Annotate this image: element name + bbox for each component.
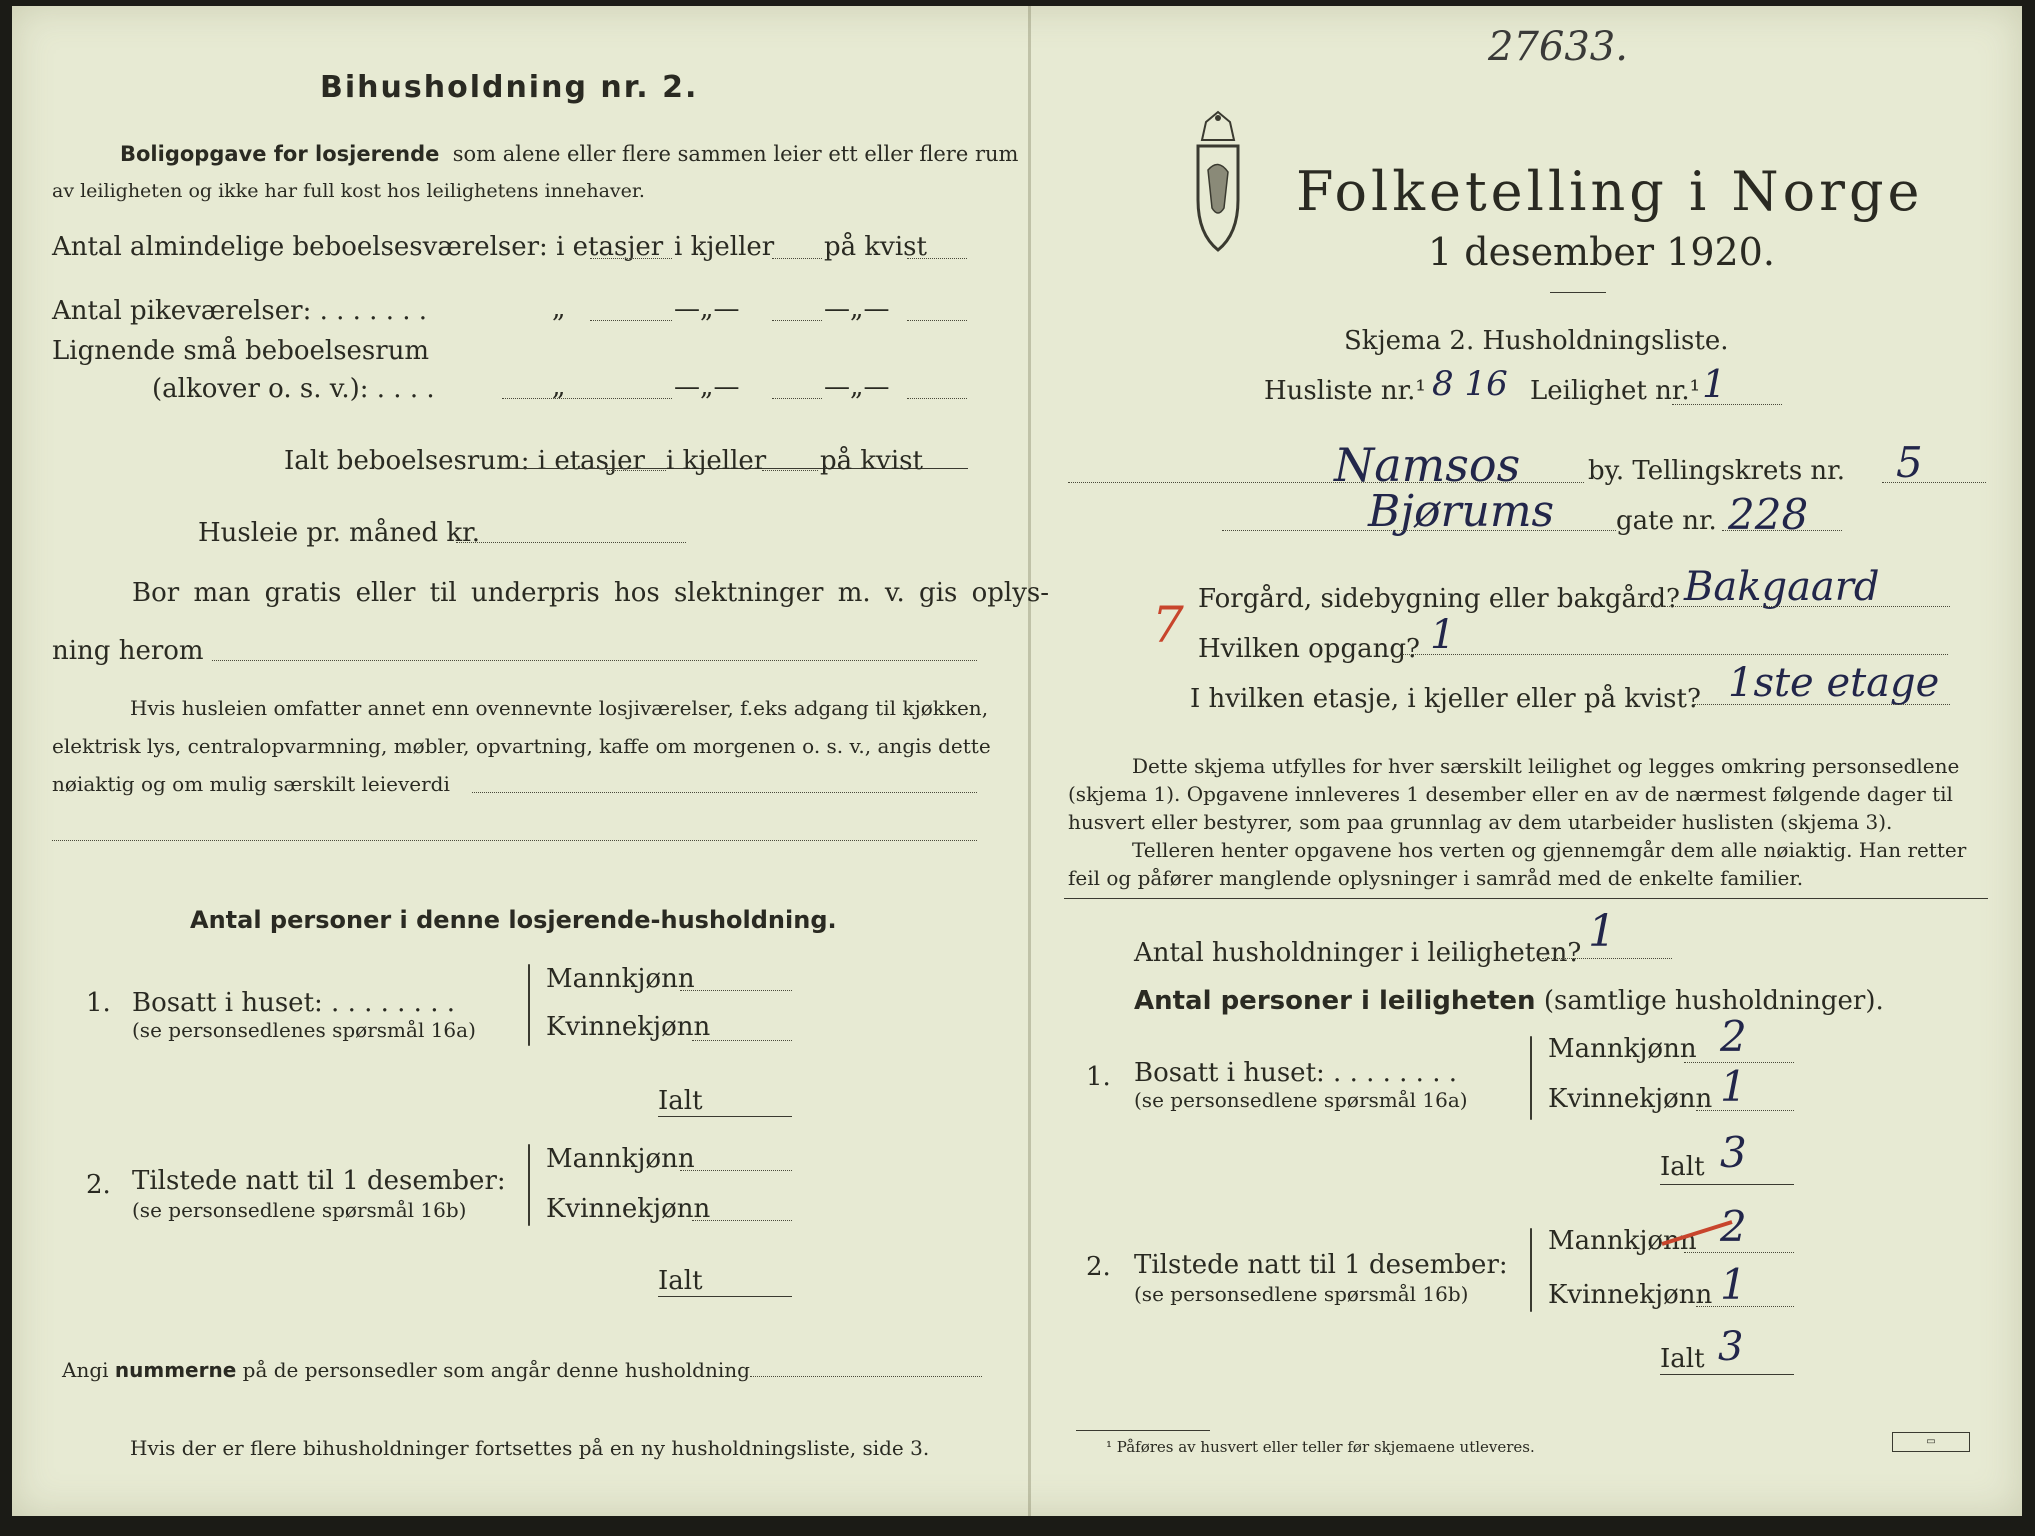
etasje-value[interactable]: 1ste etage [1728, 660, 1940, 706]
q1-number: 1. [86, 988, 111, 1018]
brace [528, 964, 530, 1046]
by-value[interactable]: Namsos [1334, 438, 1521, 492]
gate-nr-value[interactable]: 228 [1728, 490, 1809, 539]
title-rule [1550, 292, 1606, 293]
page-title: Folketelling i Norge [1296, 160, 1924, 223]
kvist-label: på kvist [824, 232, 927, 262]
q1-mann-field[interactable] [680, 990, 792, 991]
leieverdi-field[interactable] [472, 792, 977, 793]
info-text: Telleren henter opgavene hos verten og gjennemgår dem alle nøiaktig. Han retter [1132, 838, 1967, 862]
coat-of-arms-icon [1178, 110, 1258, 260]
leieverdi-field-2[interactable] [52, 840, 977, 841]
q1-ialt-field[interactable] [658, 1116, 792, 1117]
husleie-field[interactable] [456, 542, 686, 543]
left-personer-heading: Antal personer i denne losjerende-husholdning. [190, 906, 837, 934]
ditto-mark: —„— [674, 294, 740, 324]
q1-sub: (se personsedlene spørsmål 16a) [1134, 1088, 1468, 1112]
gate-value[interactable]: Bjørums [1368, 486, 1555, 537]
husliste-value[interactable]: 8 16 [1432, 364, 1508, 404]
mann-label: Mannkjønn [546, 1144, 695, 1174]
q1-number: 1. [1086, 1062, 1111, 1092]
red-check-mark: 7 [1152, 596, 1184, 654]
right-personer-heading: Antal personer i leiligheten (samtlige husholdninger). [1134, 986, 1884, 1016]
brace [1530, 1228, 1532, 1312]
info-text: Dette skjema utfylles for hver særskilt leilighet og legges omkring personsedlene [1132, 754, 1960, 778]
left-title: Bihusholdning nr. 2. [320, 70, 699, 105]
q2-ialt-value[interactable]: 3 [1718, 1324, 1744, 1370]
pike-kvist-field[interactable] [907, 320, 967, 321]
q2-mann-field[interactable] [680, 1170, 792, 1171]
q1-ialt-field [1660, 1184, 1794, 1185]
ditto-mark: „ [552, 294, 566, 324]
ditto-mark: „ [552, 372, 566, 402]
husholdninger-label: Antal husholdninger i leiligheten? [1134, 938, 1582, 968]
q1-kvinne-field[interactable] [692, 1040, 792, 1041]
by-label: by. Tellingskrets nr. [1588, 456, 1846, 486]
by-field [1068, 482, 1584, 483]
q2-sub: (se personsedlene spørsmål 16b) [132, 1198, 467, 1222]
kvinne-label: Kvinnekjønn [546, 1012, 711, 1042]
rooms-label: Antal almindelige beboelsesværelser: i etasjer [52, 232, 664, 262]
ditto-mark: —„— [824, 372, 890, 402]
forgaard-label: Forgård, sidebygning eller bakgård? [1198, 584, 1680, 614]
brace [528, 1144, 530, 1226]
ialt-etasjer-field[interactable] [606, 470, 666, 471]
q2-label: Tilstede natt til 1 desember: [1134, 1250, 1508, 1280]
q1-ialt-value[interactable]: 3 [1720, 1128, 1747, 1177]
opgang-field [1402, 654, 1948, 655]
left-footer: Hvis der er flere bihusholdninger fortsettes på en ny husholdningsliste, side 3. [130, 1436, 930, 1460]
alkover-kvist-field[interactable] [907, 398, 967, 399]
kjeller-label: i kjeller [666, 446, 767, 476]
mann-label: Mannkjønn [1548, 1034, 1697, 1064]
rooms-etasjer-field[interactable] [590, 258, 672, 259]
alkover-label: (alkover o. s. v.): . . . . [152, 374, 435, 404]
rooms-kjeller-field[interactable] [772, 258, 822, 259]
kvinne-label: Kvinnekjønn [1548, 1280, 1713, 1310]
leilighet-field [1672, 404, 1782, 405]
ialt-label: Ialt [1660, 1344, 1705, 1374]
leilighet-label: Leilighet nr.¹ [1530, 376, 1701, 406]
ditto-mark: —„— [674, 372, 740, 402]
forgaard-value[interactable]: Bakgaard [1684, 564, 1880, 610]
q2-ialt-field [1660, 1374, 1794, 1375]
info-text: feil og påfører manglende oplysninger i samråd med de enkelte familier. [1068, 866, 1804, 890]
omfatter-text: Hvis husleien omfatter annet enn ovennevnte losjiværelser, f.eks adgang til kjøkken, [130, 696, 989, 720]
etasje-field [1694, 704, 1950, 705]
q2-kvinne-value[interactable]: 1 [1720, 1260, 1747, 1309]
kjeller-label: i kjeller [674, 232, 775, 262]
q2-kvinne-field[interactable] [692, 1220, 792, 1221]
gratis-text-2: ning herom [52, 636, 204, 666]
info-text: (skjema 1). Opgavene innleveres 1 desember eller en av de nærmest følgende dager til [1068, 782, 1953, 806]
mann-label: Mannkjønn [1548, 1226, 1697, 1256]
alkover-kjeller-field[interactable] [772, 398, 822, 399]
alkover-etasjer-field[interactable] [502, 398, 672, 399]
brace [1530, 1036, 1532, 1120]
krets-field [1882, 482, 1986, 483]
kvinne-label: Kvinnekjønn [1548, 1084, 1713, 1114]
q1-sub: (se personsedlenes spørsmål 16a) [132, 1018, 476, 1042]
nummerne-field[interactable] [750, 1376, 982, 1377]
ialt-label: Ialt [658, 1266, 703, 1296]
pike-etasjer-field[interactable] [590, 320, 672, 321]
archive-number: 27633. [1488, 24, 1628, 70]
lignende-label: Lignende små beboelsesrum [52, 336, 430, 366]
husholdninger-value[interactable]: 1 [1588, 906, 1616, 957]
gate-label: gate nr. [1616, 506, 1717, 536]
q2-mann-value[interactable]: 2 [1720, 1202, 1747, 1251]
ialt-label: Ialt [1660, 1152, 1705, 1182]
gratis-text: Bor man gratis eller til underpris hos slektninger m. v. gis oplys- [132, 578, 1050, 608]
forgaard-field [1632, 606, 1950, 607]
printer-mark: ▭ [1892, 1432, 1970, 1452]
etasje-label: I hvilken etasje, i kjeller eller på kvist? [1190, 684, 1701, 714]
husleie-label: Husleie pr. måned kr. [198, 518, 480, 548]
q1-mann-value[interactable]: 2 [1720, 1012, 1747, 1061]
husliste-label: Husliste nr.¹ [1264, 376, 1426, 406]
leilighet-value[interactable]: 1 [1702, 362, 1727, 406]
q2-kvinne-field [1696, 1306, 1794, 1307]
q1-label: Bosatt i huset: . . . . . . . . [1134, 1058, 1458, 1088]
intro-text: Boligopgave for losjerende som alene eller flere sammen leier ett eller flere rum [120, 142, 1019, 166]
census-date: 1 desember 1920. [1428, 230, 1775, 274]
opgang-label: Hvilken opgang? [1198, 634, 1420, 664]
rooms-kvist-field[interactable] [907, 258, 967, 259]
ditto-mark: —„— [824, 294, 890, 324]
q2-number: 2. [86, 1170, 111, 1200]
ialt-kjeller-field[interactable] [762, 470, 818, 471]
husholdninger-field [1542, 958, 1672, 959]
pike-kjeller-field[interactable] [772, 320, 822, 321]
footnote: ¹ Påføres av husvert eller teller før skjemaene utleveres. [1106, 1438, 1535, 1456]
ialt-rooms-label: Ialt beboelsesrum: i etasjer [284, 446, 645, 476]
mann-label: Mannkjønn [546, 964, 695, 994]
intro-text-2: av leiligheten og ikke har full kost hos leilighetens innehaver. [52, 180, 645, 202]
kvinne-label: Kvinnekjønn [546, 1194, 711, 1224]
angi-text: Angi nummerne på de personsedler som angår denne husholdning [62, 1358, 750, 1382]
gate-nr-field [1722, 530, 1842, 531]
q2-sub: (se personsedlene spørsmål 16b) [1134, 1282, 1469, 1306]
q2-number: 2. [1086, 1252, 1111, 1282]
footnote-rule [1076, 1430, 1210, 1431]
section-rule [1064, 898, 1988, 899]
kvist-label: på kvist [820, 446, 923, 476]
pike-label: Antal pikeværelser: . . . . . . . [52, 296, 428, 326]
ialt-label: Ialt [658, 1086, 703, 1116]
opgang-value[interactable]: 1 [1430, 612, 1456, 658]
census-sheet [12, 6, 2022, 1516]
omfatter-text-2: elektrisk lys, centralopvarmning, møbler, opvartning, kaffe om morgenen o. s. v., angis dette [52, 734, 991, 758]
q2-mann-field [1684, 1252, 1794, 1253]
info-text: husvert eller bestyrer, som paa grunnlag av dem utarbeider huslisten (skjema 3). [1068, 810, 1893, 834]
omfatter-text-3: nøiaktig og om mulig særskilt leieverdi [52, 772, 450, 796]
q2-label: Tilstede natt til 1 desember: [132, 1166, 506, 1196]
q2-ialt-field[interactable] [658, 1296, 792, 1297]
page-fold [1028, 6, 1031, 1516]
krets-value[interactable]: 5 [1896, 438, 1923, 487]
skjema-label: Skjema 2. Husholdningsliste. [1344, 326, 1729, 356]
gate-field [1222, 530, 1616, 531]
q1-kvinne-field [1696, 1110, 1794, 1111]
q1-kvinne-value[interactable]: 1 [1720, 1062, 1747, 1111]
q1-label: Bosatt i huset: . . . . . . . . [132, 988, 456, 1018]
gratis-field[interactable] [212, 660, 977, 661]
